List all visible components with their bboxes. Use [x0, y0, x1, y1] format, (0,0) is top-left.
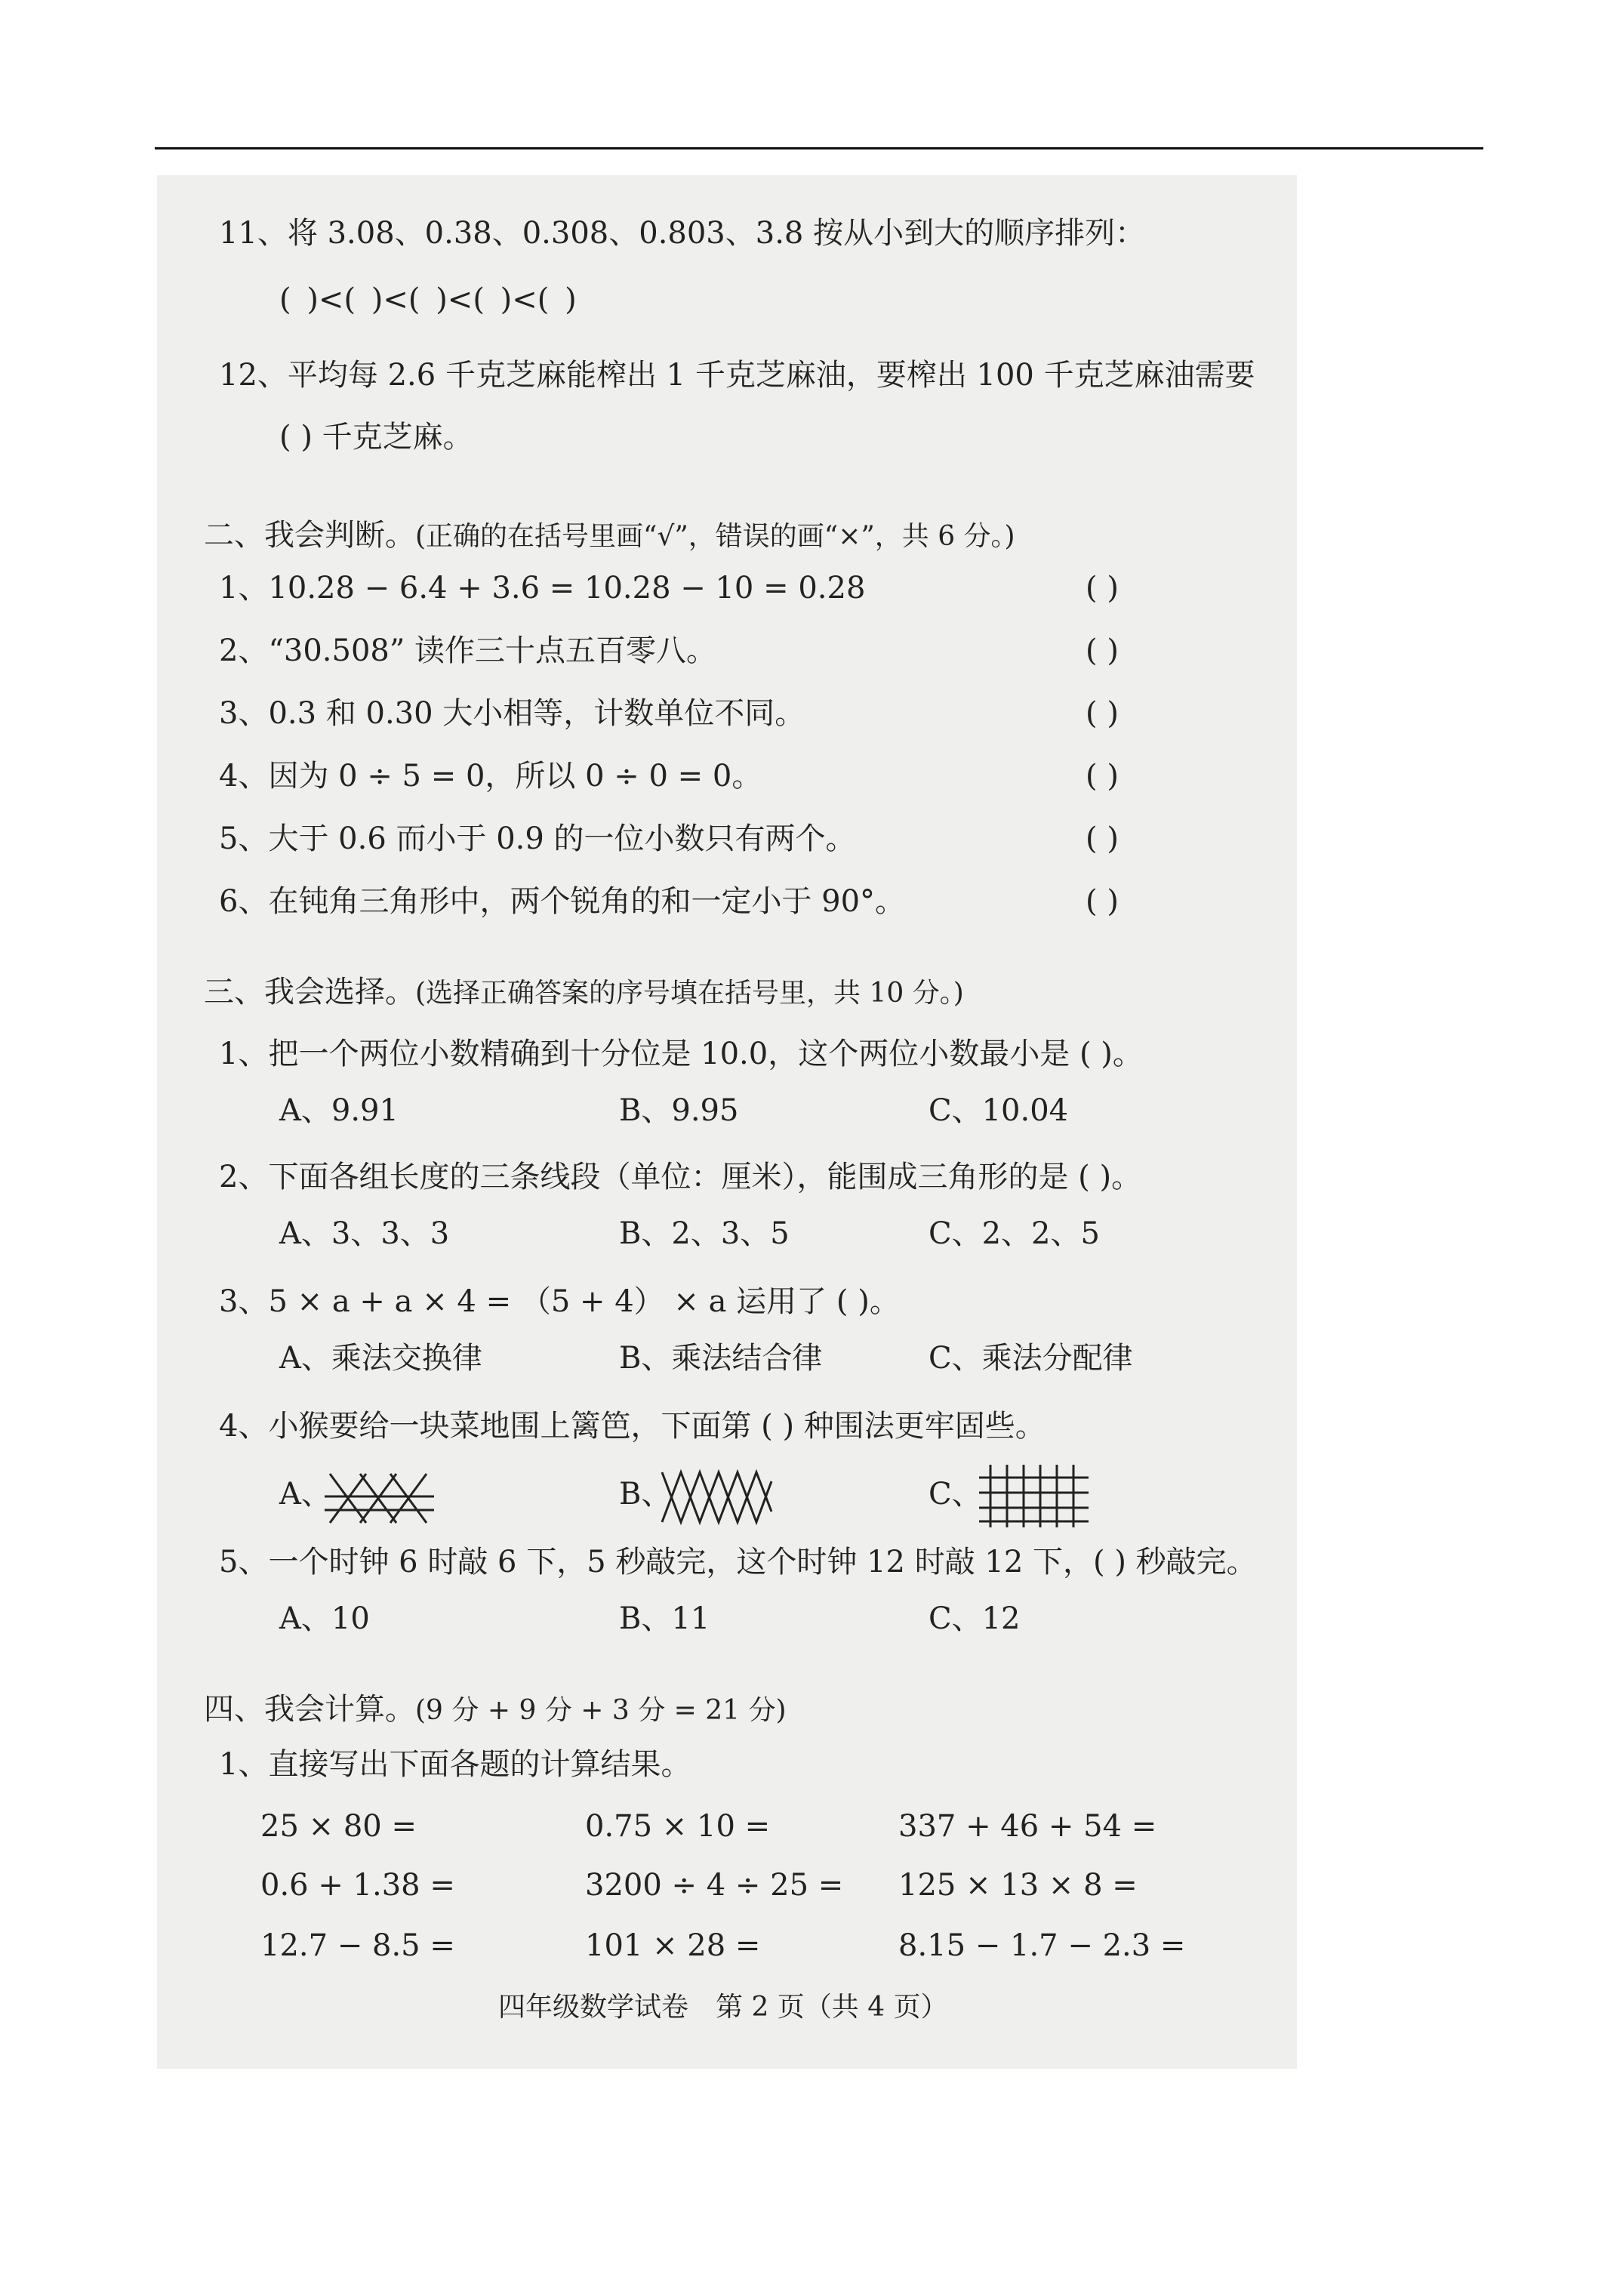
choice-5-option-b[interactable]: B、11: [619, 1601, 710, 1636]
choice-2-option-c[interactable]: C、2、2、5: [929, 1216, 1100, 1251]
section-2-note: (正确的在括号里画“√”，错误的画“×”，共 6 分。): [415, 521, 1015, 552]
choice-question-4: 4、小猴要给一块菜地围上篱笆，下面第 ( ) 种围法更牢固些。: [219, 1409, 1046, 1444]
choice-4-option-c[interactable]: C、: [929, 1477, 982, 1512]
choice-1-option-b[interactable]: B、9.95: [619, 1093, 739, 1128]
question-12: 12、平均每 2.6 千克芝麻能榨出 1 千克芝麻油，要榨出 100 千克芝麻油需要: [219, 358, 1255, 393]
judge-item-1: 1、10.28 − 6.4 + 3.6 = 10.28 − 10 = 0.28: [219, 571, 866, 606]
judge-blank-2[interactable]: ( ): [1086, 633, 1119, 668]
choice-5-option-c[interactable]: C、12: [929, 1601, 1021, 1636]
header-rule: [155, 147, 1483, 149]
choice-4-option-a[interactable]: A、: [279, 1477, 331, 1512]
calc-item: 12.7 − 8.5 =: [260, 1928, 455, 1963]
question-11-blanks[interactable]: ( )<( )<( )<( )<( ): [279, 282, 577, 317]
calc-item: 0.6 + 1.38 =: [260, 1868, 455, 1903]
calc-item: 337 + 46 + 54 =: [898, 1809, 1157, 1844]
calc-item: 8.15 − 1.7 − 2.3 =: [898, 1928, 1186, 1963]
page-footer: 四年级数学试卷 第 2 页（共 4 页）: [498, 1992, 948, 2023]
section-4-note: (9 分 + 9 分 + 3 分 = 21 分): [415, 1695, 787, 1726]
calc-item: 0.75 × 10 =: [585, 1809, 771, 1844]
section-2-title: 二、我会判断。: [204, 518, 415, 553]
choice-4-option-b[interactable]: B、: [619, 1477, 672, 1512]
fence-zigzag-icon: [658, 1466, 775, 1527]
calc-item: 101 × 28 =: [585, 1928, 761, 1963]
choice-5-option-a[interactable]: A、10: [279, 1601, 370, 1636]
choice-question-5: 5、一个时钟 6 时敲 6 下，5 秒敲完，这个时钟 12 时敲 12 下，( ) 秒敲完。: [219, 1545, 1257, 1579]
section-4-heading: [204, 1691, 787, 1729]
fence-cross-diagonal-icon: [321, 1466, 438, 1527]
choice-3-option-b[interactable]: B、乘法结合律: [619, 1341, 823, 1376]
judge-blank-6[interactable]: ( ): [1086, 884, 1119, 919]
judge-blank-1[interactable]: ( ): [1086, 571, 1119, 606]
judge-item-6: 6、在钝角三角形中，两个锐角的和一定小于 90°。: [219, 884, 906, 919]
section-2-heading: [204, 517, 1015, 555]
question-11: 11、将 3.08、0.38、0.308、0.803、3.8 按从小到大的顺序排列：: [219, 216, 1146, 251]
judge-item-4: 4、因为 0 ÷ 5 = 0，所以 0 ÷ 0 = 0。: [219, 759, 762, 794]
choice-1-option-a[interactable]: A、9.91: [279, 1093, 399, 1128]
section-3-heading: [204, 974, 964, 1012]
section-3-note: (选择正确答案的序号填在括号里，共 10 分。): [415, 978, 964, 1009]
choice-question-3: 3、5 × a + a × 4 = （5 + 4） × a 运用了 ( )。: [219, 1284, 900, 1319]
judge-item-2: 2、“30.508” 读作三十点五百零八。: [219, 633, 717, 668]
judge-item-3: 3、0.3 和 0.30 大小相等，计数单位不同。: [219, 696, 805, 731]
judge-blank-4[interactable]: ( ): [1086, 759, 1119, 794]
question-12-line2[interactable]: ( ) 千克芝麻。: [279, 420, 473, 455]
judge-item-5: 5、大于 0.6 而小于 0.9 的一位小数只有两个。: [219, 821, 856, 856]
calc-item: 25 × 80 =: [260, 1809, 417, 1844]
choice-2-option-b[interactable]: B、2、3、5: [619, 1216, 790, 1251]
fence-grid-icon: [975, 1461, 1092, 1529]
choice-3-option-a[interactable]: A、乘法交换律: [279, 1341, 482, 1376]
choice-question-2: 2、下面各组长度的三条线段（单位：厘米），能围成三角形的是 ( )。: [219, 1160, 1142, 1194]
section-3-title: 三、我会选择。: [204, 975, 415, 1009]
choice-3-option-c[interactable]: C、乘法分配律: [929, 1341, 1133, 1376]
choice-question-1: 1、把一个两位小数精确到十分位是 10.0，这个两位小数最小是 ( )。: [219, 1037, 1143, 1071]
calc-item: 125 × 13 × 8 =: [898, 1868, 1138, 1903]
judge-blank-5[interactable]: ( ): [1086, 821, 1119, 856]
section-4-title: 四、我会计算。: [204, 1692, 415, 1727]
choice-2-option-a[interactable]: A、3、3、3: [279, 1216, 450, 1251]
judge-blank-3[interactable]: ( ): [1086, 696, 1119, 731]
calc-item: 3200 ÷ 4 ÷ 25 =: [585, 1868, 844, 1903]
choice-1-option-c[interactable]: C、10.04: [929, 1093, 1069, 1128]
calc-question-1: 1、直接写出下面各题的计算结果。: [219, 1747, 691, 1782]
